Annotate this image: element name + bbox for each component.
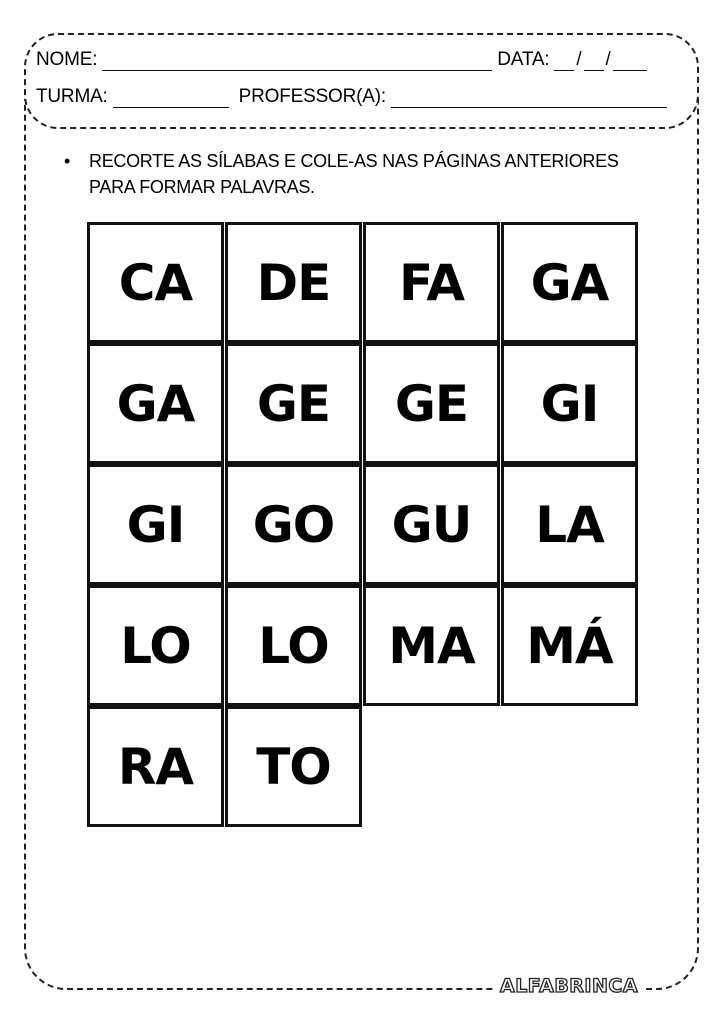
syllable-card[interactable]: CA [87, 222, 224, 343]
date-month-field[interactable] [584, 52, 604, 71]
syllable-card[interactable]: DE [225, 222, 362, 343]
class-label: TURMA: [36, 86, 108, 107]
syllable-card[interactable]: GO [225, 464, 362, 585]
header-row-class-teacher [36, 86, 681, 108]
syllable-card[interactable]: GA [87, 343, 224, 464]
date-separator: / [576, 49, 582, 70]
teacher-label: PROFESSOR(A): [238, 86, 386, 107]
date-separator: / [605, 49, 611, 70]
syllable-grid [87, 222, 639, 827]
syllable-card[interactable]: RA [87, 706, 224, 827]
syllable-card[interactable]: GA [501, 222, 638, 343]
syllable-card[interactable]: FA [363, 222, 500, 343]
syllable-card[interactable]: LA [501, 464, 638, 585]
name-label: NOME: [36, 49, 98, 70]
student-info-header [24, 33, 699, 129]
class-field[interactable] [113, 89, 229, 108]
instruction-text: RECORTE AS SÍLABAS E COLE-AS NAS PÁGINAS ANTERIORES PARA FORMAR PALAVRAS. [89, 151, 619, 197]
date-day-field[interactable] [554, 52, 574, 71]
bullet-icon: • [64, 151, 71, 171]
syllable-card[interactable]: GU [363, 464, 500, 585]
syllable-card[interactable]: GE [363, 343, 500, 464]
alfabrinca-logo: ALFABRINCA [494, 975, 644, 997]
syllable-card[interactable]: GE [225, 343, 362, 464]
syllable-card[interactable]: TO [225, 706, 362, 827]
teacher-field[interactable] [391, 89, 667, 108]
syllable-card[interactable]: GI [501, 343, 638, 464]
syllable-card[interactable]: LO [87, 585, 224, 706]
syllable-card[interactable]: LO [225, 585, 362, 706]
syllable-card[interactable]: MA [363, 585, 500, 706]
syllable-card[interactable]: MÁ [501, 585, 638, 706]
syllable-card[interactable]: GI [87, 464, 224, 585]
instruction [64, 148, 664, 200]
name-field[interactable] [102, 52, 492, 71]
header-row-name-date [36, 49, 681, 71]
date-year-field[interactable] [613, 52, 647, 71]
date-label: DATA: [497, 49, 550, 70]
